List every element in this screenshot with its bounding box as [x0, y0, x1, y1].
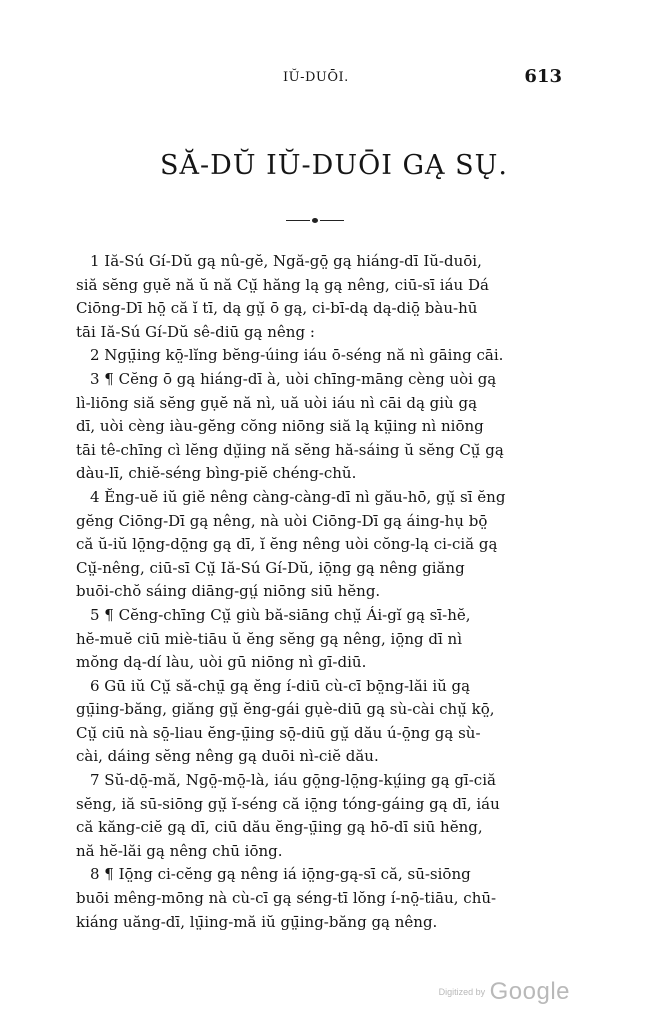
digitized-by-label: Digitized by: [438, 987, 486, 997]
verse-5: 5 ¶ Cĕng-chīng Cṳ̆ giù bă-siāng chṳ̆ Ái-gĭ gą sī-hĕ, hĕ-muĕ ciū miè-tiāu ŭ ĕng sĕng gą nêng, iō̤ng dī nì mŏng dą-dí làu, uòi gū niōng nì gī-diū.: [76, 605, 471, 672]
verse-6: 6 Gū iŭ Cṳ̆ să-chṳ̄ gą ĕng í-diū cù-cī bō̤ng-lăi iŭ gą gṳ̄ing-băng, giăng gṳ̆ ĕng-gái gụè-diū gą sù-cài chṳ̆ kō̤, Cṳ̆ ciū nà sō̤-liau ĕng-ṳ̄ing sō̤-diū gṳ̆ dău ú-ō̤ng gą sù- cài, dáing sĕng nêng gą duōi nì-ciĕ dău.: [76, 676, 495, 766]
body-text: [76, 250, 563, 934]
verse-7: 7 Sŭ-dō̤-mă, Ngō̤-mō̤-là, iáu gō̤ng-lō̤ng-kṳ́ing gą gī-ciă sĕng, iă sū-siōng gṳ̆ ĭ-séng că iō̤ng tóng-gáing gą dī, iáu că kăng-ciĕ gą dī, ciū dău ĕng-ṳ̄ing gą hō-dī siū hĕng, nă hĕ-lăi gą nêng chū iōng.: [76, 771, 500, 860]
chapter-title: SĂ-DŬ IŬ-DUŌI GĄ SŲ.: [160, 150, 508, 181]
google-logo: Google: [489, 978, 570, 1005]
verse-3: 3 ¶ Cĕng ō gą hiáng-dī à, uòi chīng-māng cèng uòi gą lì-liōng siă sĕng gụĕ nă nì, uă uòi iáu nì cāi dą giù gą dī, uòi cèng iàu-gĕng cŏng niōng siă lą kṳ̄ing nì niōng tāi tê-chīng cì lĕng dṳ̆ing nă sĕng hă-sáing ŭ sĕng Cṳ̆ gą dàu-lī, chiĕ-séng bìng-piĕ chéng-chŭ.: [76, 369, 504, 483]
digitized-watermark: [439, 978, 570, 1006]
verse-8: 8 ¶ Iō̤ng ci-cĕng gą nêng iá iō̤ng-gą-sī că, sū-siōng buōi mêng-mōng nà cù-cī gą séng-tī lŏng í-nō̤-tiāu, chū- kiáng uăng-dī, lṳ̄ing-mă iŭ gṳ̄ing-băng gą nêng.: [76, 865, 497, 931]
verse-4: 4 Ĕng-uĕ iŭ giĕ nêng càng-càng-dī nì gău-hō, gṳ̆ sī ĕng gĕng Ciōng-Dī gą nêng, nà uòi Ciōng-Dī gą áing-hụ bō̤ că ŭ-iŭ lō̤ng-dō̤ng gą dī, ĭ ĕng nêng uòi cŏng-lą ci-ciă gą Cṳ̆-nêng, ciū-sī Cṳ̆ Iă-Sú Gí-Dŭ, iō̤ng gą nêng giăng buōi-chŏ sáing diāng-gṳ́ niōng siū hĕng.: [76, 487, 506, 601]
verse-2: 2 Ngṳ̄ing kō̤-lĭng bĕng-úing iáu ō-séng nă nì gāing cāi.: [90, 346, 504, 365]
ornament-rule-left: [286, 220, 310, 221]
ornament-rule-right: [320, 220, 344, 221]
ornament-dot: [312, 218, 318, 223]
running-head: IŬ-DUŌI.: [283, 70, 349, 85]
verse-1: 1 Iă-Sú Gí-Dŭ gą nû-gĕ, Ngă-gō̤ gą hiáng-dī Iŭ-duōi, siă sĕng gụĕ nă ŭ nă Cṳ̆ hăng lą gą nêng, ciū-sī iáu Dá Ciōng-Dī hō̤ că ĭ tī, dą gṳ̆ ō gą, ci-bī-dą dą-diō̤ bàu-hū tāi Iă-Sú Gí-Dŭ sê-diū gą nêng :: [76, 252, 489, 341]
page-number: 613: [524, 66, 562, 87]
ornament-divider: [286, 218, 344, 224]
